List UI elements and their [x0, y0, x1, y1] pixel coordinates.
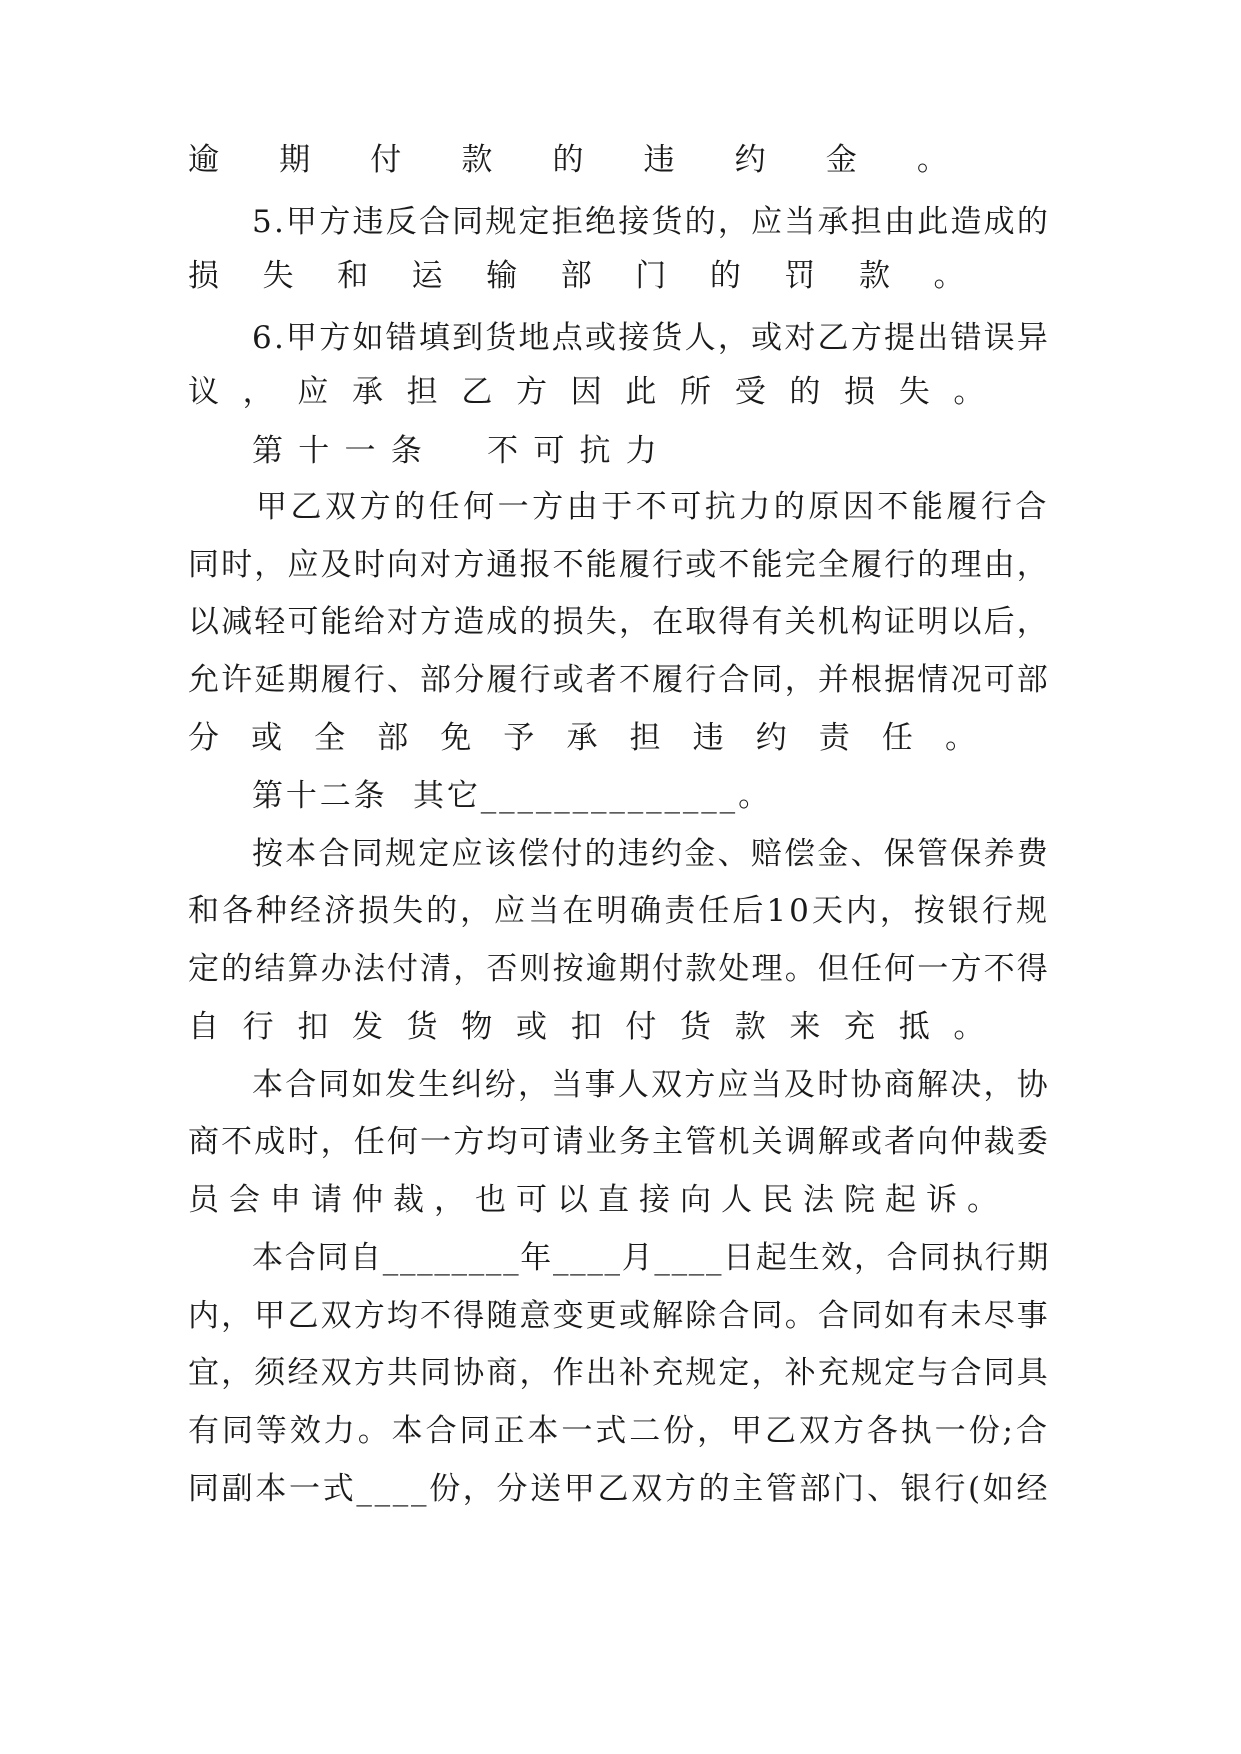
text-line: 同副本一式____份，分送甲乙双方的主管部门、银行(如经	[188, 1471, 1051, 1507]
text-line: 议，应承担乙方因此所受的损失。	[188, 374, 1009, 410]
text-line: 宜，须经双方共同协商，作出补充规定，补充规定与合同具	[188, 1355, 1050, 1391]
text-line: 有同等效力。本合同正本一式二份，甲乙双方各执一份;合	[188, 1413, 1050, 1449]
text-line: 分或全部免予承担违约责任。	[188, 720, 1009, 756]
text-line: 同时，应及时向对方通报不能履行或不能完全履行的理由，	[188, 547, 1050, 583]
text-line: 逾期付款的违约金。	[188, 142, 1008, 178]
text-line: 定的结算办法付清，否则按逾期付款处理。但任何一方不得	[188, 951, 1050, 987]
text-line: 商不成时，任何一方均可请业务主管机关调解或者向仲裁委	[188, 1124, 1050, 1160]
text-line: 按本合同规定应该偿付的违约金、赔偿金、保管保养费	[252, 836, 1050, 872]
text-line: 允许延期履行、部分履行或者不履行合同，并根据情况可部	[188, 662, 1050, 698]
text-line: 6.甲方如错填到货地点或接货人，或对乙方提出错误异	[252, 320, 1051, 356]
text-line: 本合同自________年____月____日起生效，合同执行期	[252, 1240, 1051, 1276]
text-line: 内，甲乙双方均不得随意变更或解除合同。合同如有未尽事	[188, 1298, 1050, 1334]
section-heading: 第十二条 其它______________。	[252, 778, 772, 814]
text-line: 本合同如发生纠纷，当事人双方应当及时协商解决，协	[252, 1067, 1050, 1103]
text-line: 损失和运输部门的罚款。	[188, 258, 1009, 294]
text-line: 甲乙双方的任何一方由于不可抗力的原因不能履行合	[256, 489, 1050, 525]
text-line: 和各种经济损失的，应当在明确责任后10天内，按银行规	[188, 893, 1050, 929]
text-line: 以减轻可能给对方造成的损失，在取得有关机构证明以后，	[188, 604, 1050, 640]
text-line: 5.甲方违反合同规定拒绝接货的，应当承担由此造成的	[252, 204, 1051, 240]
text-line: 自行扣发货物或扣付货款来充抵。	[188, 1009, 1009, 1045]
text-line: 员会申请仲裁，也可以直接向人民法院起诉。	[188, 1182, 1008, 1218]
section-heading: 第十一条 不可抗力	[252, 433, 673, 469]
